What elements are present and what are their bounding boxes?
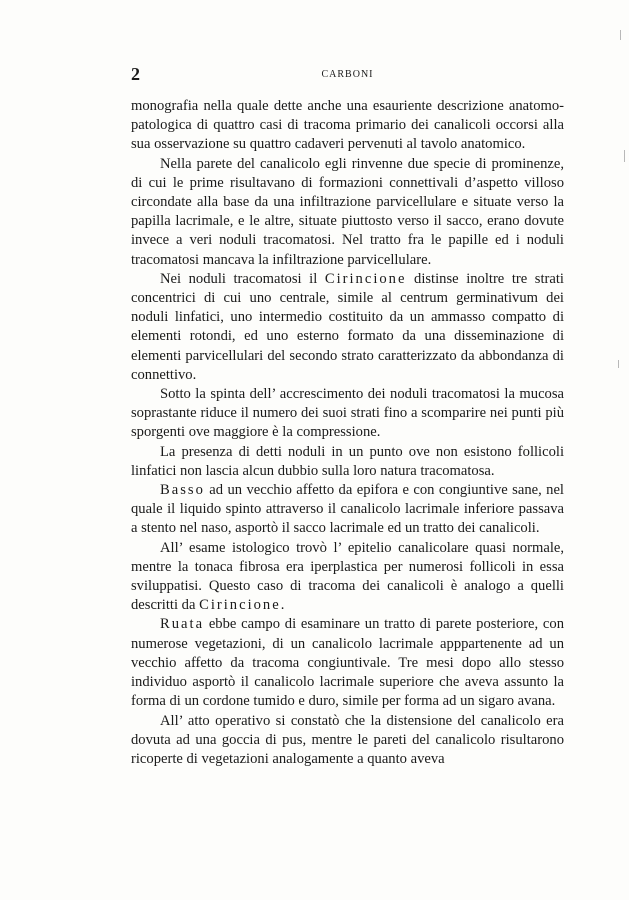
paragraph-6: Basso ad un vecchio affetto da epifora e con congiuntive sane, nel quale il liquido spinto attraverso il canalicolo lacrimale inferiore passava a stento nel naso, asportò il sacco lacrimale ed un tratto dei canalicoli. [131,482,564,537]
margin-mark [618,360,619,368]
paragraph-4: Sotto la spinta dell’ accrescimento dei noduli tracomatosi la mucosa soprastante riduce il numero dei suoi strati fino a scomparire nei punti più sporgenti ove maggiore è la compressione. [131,386,564,441]
running-head: CARBONI [321,69,374,80]
page-header [131,64,564,86]
page-number: 2 [131,64,140,84]
margin-mark [624,150,625,162]
paragraph-7: All’ esame istologico trovò l’ epitelio canalicolare quasi normale, mentre la tonaca fibrosa era iperplastica per numerosi follicoli in essa sviluppatisi. Questo caso di tracoma dei canalicoli è analogo a quelli descritti da Cirincione. [131,539,564,614]
paragraph-9: All’ atto operativo si constatò che la distensione del canalicolo era dovuta ad una goccia di pus, mentre le pareti del canalicolo risultarono ricoperte di vegetazioni analogamente a quanto aveva [131,712,564,767]
paragraph-5: La presenza di detti noduli in un punto ove non esistono follicoli linfatici non lascia alcun dubbio sulla loro natura tracomatosa. [131,443,564,479]
margin-mark [620,30,621,40]
author-name: Cirincione [199,597,281,614]
author-name: Cirincione [324,270,407,287]
paragraph-1: monografia nella quale dette anche una esauriente descrizione anatomo-patologica di quattro casi di tracoma primario dei canalicoli occorsi alla sua osservazione su quattro cadaveri pervenuti al tavolo anatomico. [131,98,564,153]
paragraph-3: Nei noduli tracomatosi il Cirincione distinse inoltre tre strati concentrici di cui uno centrale, simile al centrum germinativum dei noduli linfatici, uno intermedio costituito da un ammasso compatto di elementi rotondi, ed uno esterno formato da una disseminazione di elementi parvicellulari del secondo strato caratterizzato da abbondanza di connettivo. [131,270,564,383]
author-name: Ruata [160,616,205,633]
paragraph-2: Nella parete del canalicolo egli rinvenne due specie di prominenze, di cui le prime risultavano di formazioni connettivali d’aspetto villoso circondate alla base da una infiltrazione parvicellulare e situate verso la papilla lacrimale, e le altre, situate piuttosto verso il sacco, erano dovute invece a veri noduli tracomatosi. Nel tratto fra le papille ed i noduli tracomatosi mancava la infiltrazione parvicellulare. [131,155,564,268]
paragraph-8: Ruata ebbe campo di esaminare un tratto di parete posteriore, con numerose vegetazioni, di un canalicolo lacrimale apppartenente ad un vecchio affetto da tracoma congiuntivale. Tre mesi dopo allo stesso individuo asportò il canalicolo lacrimale superiore che aveva assunto la forma di un cordone tumido e duro, simile per forma ad un sigaro avana. [131,616,565,710]
body-text [131,97,564,769]
author-name: Basso [160,482,205,499]
